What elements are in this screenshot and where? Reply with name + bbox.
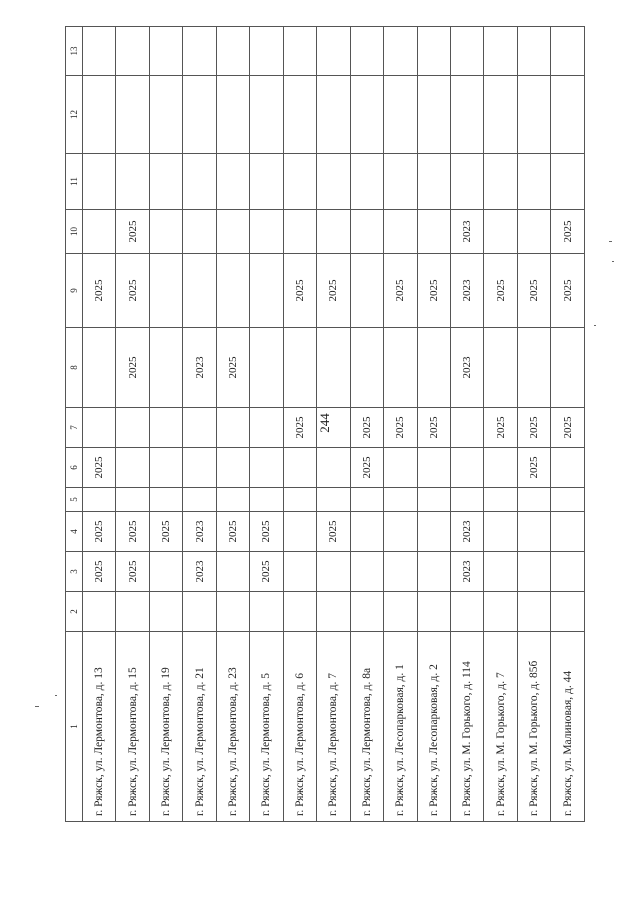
year-cell xyxy=(216,27,249,76)
year-cell xyxy=(149,408,182,448)
year-cell xyxy=(149,328,182,408)
year-cell xyxy=(317,448,350,488)
year-cell xyxy=(551,27,585,76)
year-cell xyxy=(317,210,350,254)
year-cell xyxy=(517,512,550,552)
year-cell: 2025 xyxy=(384,254,417,328)
address-cell: г. Ряжск, ул. Лесопарковая, д. 1 xyxy=(384,632,417,822)
year-cell xyxy=(283,328,316,408)
scan-speck xyxy=(609,241,612,242)
year-cell: 2025 xyxy=(517,254,550,328)
table-row xyxy=(83,27,116,822)
year-cell: 2025 xyxy=(517,448,550,488)
year-cell xyxy=(250,488,283,512)
year-cell xyxy=(83,408,116,448)
year-cell xyxy=(283,76,316,154)
year-cell xyxy=(149,448,182,488)
year-cell: 2025 xyxy=(417,408,450,448)
year-cell xyxy=(183,448,216,488)
year-cell xyxy=(116,408,149,448)
year-cell xyxy=(417,27,450,76)
year-cell xyxy=(116,154,149,210)
scan-speck xyxy=(612,261,614,262)
year-cell xyxy=(283,154,316,210)
col-header: 4 xyxy=(66,512,83,552)
year-cell xyxy=(250,76,283,154)
year-cell xyxy=(149,552,182,592)
year-cell xyxy=(350,328,383,408)
address-cell: г. Ряжск, ул. Лермонтова, д. 6 xyxy=(283,632,316,822)
year-cell xyxy=(384,512,417,552)
year-cell xyxy=(484,154,517,210)
year-cell: 2025 xyxy=(149,512,182,552)
year-cell xyxy=(551,488,585,512)
col-header: 10 xyxy=(66,210,83,254)
year-cell xyxy=(551,448,585,488)
year-cell xyxy=(517,488,550,512)
year-cell xyxy=(450,76,483,154)
year-cell xyxy=(149,76,182,154)
year-cell xyxy=(317,488,350,512)
year-cell: 2025 xyxy=(116,552,149,592)
year-cell xyxy=(250,254,283,328)
year-cell: 2025 xyxy=(83,254,116,328)
year-cell: 2023 xyxy=(183,552,216,592)
year-cell xyxy=(551,552,585,592)
col-header: 3 xyxy=(66,552,83,592)
year-cell xyxy=(149,27,182,76)
year-cell: 2025 xyxy=(216,512,249,552)
year-cell xyxy=(250,210,283,254)
year-cell xyxy=(551,76,585,154)
year-cell xyxy=(183,592,216,632)
col-header: 6 xyxy=(66,448,83,488)
year-cell xyxy=(317,592,350,632)
year-cell: 2025 xyxy=(350,448,383,488)
year-cell xyxy=(350,592,383,632)
year-cell xyxy=(183,154,216,210)
year-cell: 2023 xyxy=(450,210,483,254)
year-cell xyxy=(450,488,483,512)
year-cell: 2025 xyxy=(484,408,517,448)
year-cell: 2023 xyxy=(450,254,483,328)
year-cell xyxy=(283,512,316,552)
table-row xyxy=(484,27,517,822)
year-cell xyxy=(417,512,450,552)
year-cell: 2025 xyxy=(283,408,316,448)
year-cell xyxy=(183,254,216,328)
table-row xyxy=(216,27,249,822)
address-cell: г. Ряжск, ул. М. Горького, д. 85б xyxy=(517,632,550,822)
year-cell xyxy=(450,592,483,632)
year-cell xyxy=(450,448,483,488)
year-cell: 2025 xyxy=(551,408,585,448)
year-cell xyxy=(484,27,517,76)
col-header: 9 xyxy=(66,254,83,328)
address-cell: г. Ряжск, ул. М. Горького, д. 114 xyxy=(450,632,483,822)
year-cell xyxy=(350,552,383,592)
col-header: 8 xyxy=(66,328,83,408)
year-cell xyxy=(517,210,550,254)
table-row xyxy=(317,27,350,822)
year-cell xyxy=(517,592,550,632)
year-cell xyxy=(450,408,483,448)
col-header: 13 xyxy=(66,27,83,76)
year-cell xyxy=(83,210,116,254)
year-cell: 2025 xyxy=(116,254,149,328)
col-header: 12 xyxy=(66,76,83,154)
year-cell: 2025 xyxy=(116,328,149,408)
year-cell xyxy=(149,210,182,254)
table-row xyxy=(250,27,283,822)
year-cell xyxy=(417,210,450,254)
table-row xyxy=(450,27,483,822)
year-cell: 2025 xyxy=(116,210,149,254)
year-cell xyxy=(417,592,450,632)
address-cell: г. Ряжск, ул. Лермонтова, д. 7 xyxy=(317,632,350,822)
address-cell: г. Ряжск, ул. М. Горького, д. 7 xyxy=(484,632,517,822)
year-cell: 2025 xyxy=(283,254,316,328)
year-cell xyxy=(350,210,383,254)
year-cell xyxy=(517,552,550,592)
year-cell xyxy=(417,488,450,512)
year-cell xyxy=(350,76,383,154)
col-header: 7 xyxy=(66,408,83,448)
year-cell xyxy=(250,328,283,408)
year-cell xyxy=(517,154,550,210)
year-cell xyxy=(417,328,450,408)
year-cell xyxy=(384,328,417,408)
year-cell xyxy=(551,328,585,408)
year-cell xyxy=(384,552,417,592)
year-cell xyxy=(216,592,249,632)
year-cell xyxy=(283,552,316,592)
year-cell xyxy=(317,76,350,154)
page-number: 244 xyxy=(317,413,332,433)
year-cell: 2025 xyxy=(250,552,283,592)
year-cell: 2023 xyxy=(450,328,483,408)
year-cell xyxy=(484,512,517,552)
table-row xyxy=(149,27,182,822)
year-cell xyxy=(83,154,116,210)
year-cell xyxy=(317,328,350,408)
address-cell: г. Ряжск, ул. Лермонтова, д. 21 xyxy=(183,632,216,822)
table-row xyxy=(384,27,417,822)
year-cell xyxy=(216,488,249,512)
year-cell xyxy=(384,488,417,512)
year-cell: 2025 xyxy=(317,254,350,328)
year-cell xyxy=(149,488,182,512)
table-row xyxy=(350,27,383,822)
year-cell xyxy=(417,552,450,592)
year-cell xyxy=(484,328,517,408)
year-cell xyxy=(250,408,283,448)
year-cell xyxy=(283,27,316,76)
year-cell xyxy=(317,154,350,210)
table-row xyxy=(116,27,149,822)
year-cell xyxy=(517,76,550,154)
year-cell xyxy=(417,76,450,154)
year-cell xyxy=(484,210,517,254)
year-cell: 2025 xyxy=(83,448,116,488)
year-cell xyxy=(216,210,249,254)
year-cell xyxy=(384,448,417,488)
year-cell xyxy=(250,448,283,488)
year-cell xyxy=(116,488,149,512)
year-cell xyxy=(350,512,383,552)
year-cell xyxy=(317,27,350,76)
col-header: 11 xyxy=(66,154,83,210)
year-cell xyxy=(450,154,483,210)
year-cell xyxy=(116,76,149,154)
year-cell xyxy=(484,76,517,154)
table-row xyxy=(517,27,550,822)
year-cell xyxy=(517,328,550,408)
year-cell xyxy=(183,27,216,76)
year-cell xyxy=(350,27,383,76)
year-cell xyxy=(250,27,283,76)
year-cell xyxy=(116,592,149,632)
year-cell xyxy=(183,408,216,448)
year-cell: 2025 xyxy=(384,408,417,448)
year-cell xyxy=(250,154,283,210)
year-cell: 2025 xyxy=(551,210,585,254)
year-cell xyxy=(250,592,283,632)
year-cell xyxy=(384,27,417,76)
year-cell: 2023 xyxy=(183,512,216,552)
year-cell xyxy=(317,552,350,592)
address-cell: г. Ряжск, ул. Лесопарковая, д. 2 xyxy=(417,632,450,822)
year-cell: 2025 xyxy=(417,254,450,328)
year-cell xyxy=(83,27,116,76)
year-cell xyxy=(384,154,417,210)
header-row xyxy=(66,27,83,822)
year-cell xyxy=(216,154,249,210)
year-cell xyxy=(384,592,417,632)
year-cell xyxy=(551,154,585,210)
year-cell xyxy=(83,76,116,154)
address-cell: г. Ряжск, ул. Лермонтова, д. 5 xyxy=(250,632,283,822)
year-cell xyxy=(183,210,216,254)
year-cell xyxy=(350,254,383,328)
year-cell xyxy=(551,512,585,552)
year-cell xyxy=(384,76,417,154)
year-cell xyxy=(183,488,216,512)
year-cell: 2023 xyxy=(183,328,216,408)
year-cell: 2025 xyxy=(350,408,383,448)
year-cell xyxy=(116,448,149,488)
address-cell: г. Ряжск, ул. Лермонтова, д. 13 xyxy=(83,632,116,822)
table-row xyxy=(283,27,316,822)
col-header: 5 xyxy=(66,488,83,512)
year-cell xyxy=(450,27,483,76)
year-cell xyxy=(83,592,116,632)
address-cell: г. Ряжск, ул. Лермонтова, д. 23 xyxy=(216,632,249,822)
table-row xyxy=(551,27,585,822)
year-cell xyxy=(83,488,116,512)
year-cell: 2025 xyxy=(83,512,116,552)
year-cell: 2025 xyxy=(83,552,116,592)
scan-speck xyxy=(35,706,39,707)
address-cell: г. Ряжск, ул. Малиновая, д. 44 xyxy=(551,632,585,822)
year-cell xyxy=(216,408,249,448)
year-cell xyxy=(417,448,450,488)
table-row xyxy=(417,27,450,822)
year-cell: 2023 xyxy=(450,512,483,552)
col-header: 2 xyxy=(66,592,83,632)
year-cell xyxy=(317,408,350,448)
year-cell xyxy=(484,448,517,488)
year-cell: 2025 xyxy=(216,328,249,408)
year-cell: 2023 xyxy=(450,552,483,592)
year-cell xyxy=(384,210,417,254)
schedule-table xyxy=(65,26,585,822)
year-cell xyxy=(116,27,149,76)
address-cell: г. Ряжск, ул. Лермонтова, д. 8а xyxy=(350,632,383,822)
year-cell xyxy=(517,27,550,76)
year-cell xyxy=(183,76,216,154)
table-row xyxy=(183,27,216,822)
year-cell: 2025 xyxy=(517,408,550,448)
year-cell xyxy=(283,592,316,632)
year-cell: 2025 xyxy=(116,512,149,552)
year-cell xyxy=(350,488,383,512)
year-cell xyxy=(149,154,182,210)
address-cell: г. Ряжск, ул. Лермонтова, д. 15 xyxy=(116,632,149,822)
year-cell xyxy=(283,448,316,488)
year-cell xyxy=(216,76,249,154)
year-cell xyxy=(216,254,249,328)
year-cell xyxy=(484,488,517,512)
address-cell: г. Ряжск, ул. Лермонтова, д. 19 xyxy=(149,632,182,822)
year-cell xyxy=(551,592,585,632)
year-cell xyxy=(149,254,182,328)
year-cell: 2025 xyxy=(317,512,350,552)
year-cell: 2025 xyxy=(250,512,283,552)
scan-speck xyxy=(594,325,596,326)
rotated-table-container xyxy=(65,27,585,822)
year-cell xyxy=(283,210,316,254)
year-cell xyxy=(216,448,249,488)
year-cell xyxy=(283,488,316,512)
year-cell: 2025 xyxy=(484,254,517,328)
year-cell xyxy=(149,592,182,632)
year-cell xyxy=(83,328,116,408)
year-cell xyxy=(350,154,383,210)
year-cell xyxy=(417,154,450,210)
year-cell xyxy=(484,552,517,592)
year-cell xyxy=(216,552,249,592)
year-cell xyxy=(484,592,517,632)
scan-speck xyxy=(55,695,57,696)
year-cell: 2025 xyxy=(551,254,585,328)
col-header: 1 xyxy=(66,632,83,822)
